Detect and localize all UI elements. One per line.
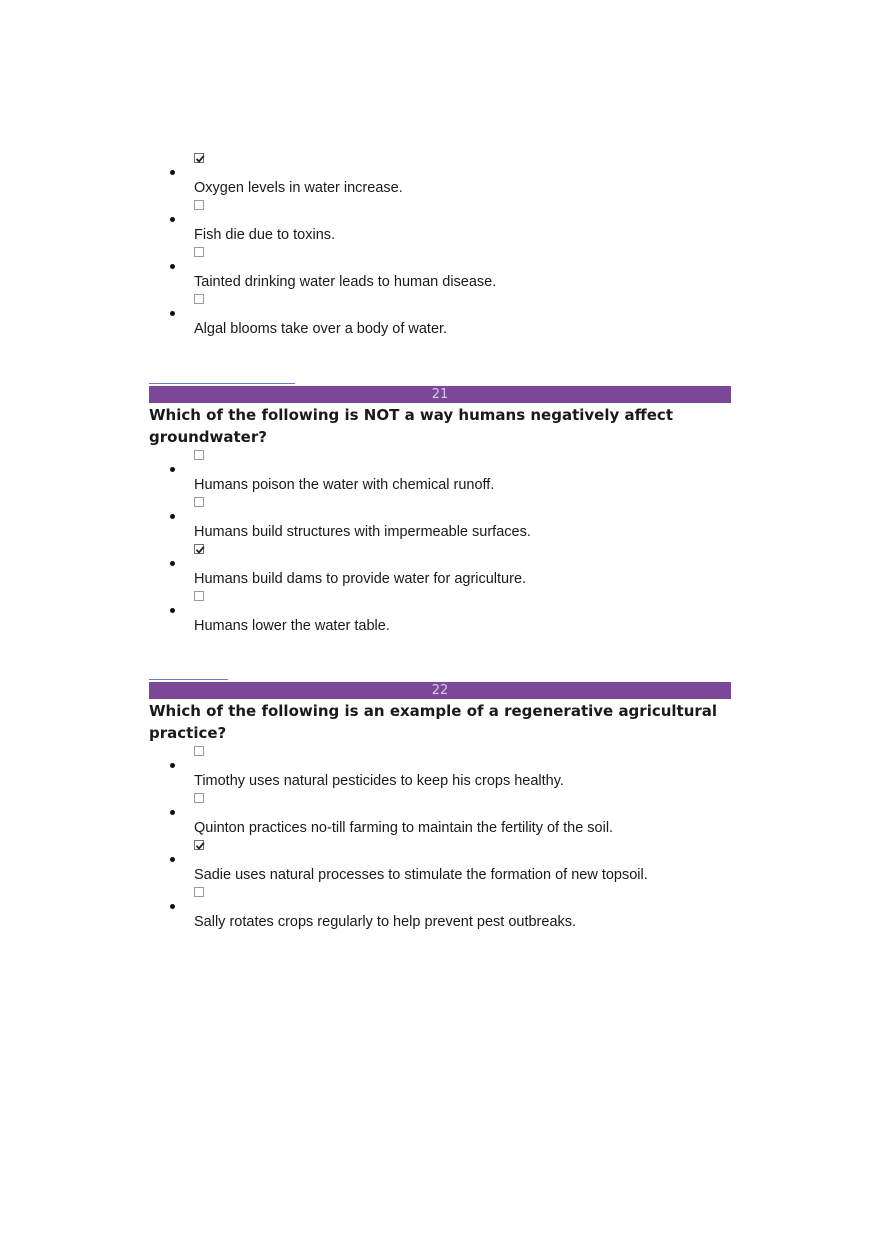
option-label: Sadie uses natural processes to stimulate the formation of new topsoil. — [194, 867, 648, 883]
question-number: 22 — [431, 683, 449, 698]
checkbox[interactable] — [194, 497, 204, 507]
bullet — [170, 857, 175, 862]
bullet — [170, 170, 175, 175]
option-item[interactable] — [0, 294, 880, 341]
option-item[interactable] — [0, 247, 880, 294]
checkbox[interactable] — [194, 450, 204, 460]
checkbox[interactable] — [194, 746, 204, 756]
question-20-options — [0, 153, 880, 341]
checkbox[interactable] — [194, 887, 204, 897]
bullet — [170, 217, 175, 222]
bullet — [170, 467, 175, 472]
checkbox[interactable] — [194, 591, 204, 601]
option-label: Sally rotates crops regularly to help prevent pest outbreaks. — [194, 914, 577, 930]
option-label: Quinton practices no-till farming to maintain the fertility of the soil. — [194, 820, 614, 836]
checkbox[interactable] — [194, 840, 204, 850]
option-item[interactable] — [0, 746, 880, 793]
question-text: Which of the following is NOT a way humans negatively affect groundwater? — [149, 406, 673, 446]
bullet — [170, 763, 175, 768]
option-item[interactable] — [0, 200, 880, 247]
checkbox[interactable] — [194, 294, 204, 304]
question-22-options — [0, 746, 880, 934]
option-label: Oxygen levels in water increase. — [194, 180, 403, 196]
question-number: 21 — [431, 387, 449, 402]
checkbox[interactable] — [194, 153, 204, 163]
question-number-bar — [149, 386, 731, 403]
bullet — [170, 561, 175, 566]
checkbox[interactable] — [194, 793, 204, 803]
option-label: Humans poison the water with chemical runoff. — [194, 477, 495, 493]
divider-line — [149, 383, 295, 384]
bullet — [170, 514, 175, 519]
bullet — [170, 311, 175, 316]
checkbox[interactable] — [194, 544, 204, 554]
option-label: Tainted drinking water leads to human disease. — [194, 274, 497, 290]
option-item[interactable] — [0, 544, 880, 591]
check-icon — [195, 154, 205, 164]
check-icon — [195, 545, 205, 555]
option-label: Algal blooms take over a body of water. — [194, 321, 448, 337]
option-item[interactable] — [0, 497, 880, 544]
option-list — [0, 450, 880, 638]
option-item[interactable] — [0, 793, 880, 840]
question-number-bar — [149, 682, 731, 699]
bullet — [170, 264, 175, 269]
option-list — [0, 153, 880, 341]
checkbox[interactable] — [194, 200, 204, 210]
option-item[interactable] — [0, 153, 880, 200]
option-label: Timothy uses natural pesticides to keep his crops healthy. — [194, 773, 564, 789]
check-icon — [195, 841, 205, 851]
option-item[interactable] — [0, 591, 880, 638]
bullet — [170, 810, 175, 815]
option-list — [0, 746, 880, 934]
question-text: Which of the following is an example of a regenerative agricultural practice? — [149, 702, 718, 742]
checkbox[interactable] — [194, 247, 204, 257]
option-label: Humans build structures with impermeable surfaces. — [194, 524, 531, 540]
question-21-options — [0, 450, 880, 638]
divider-line — [149, 679, 228, 680]
bullet — [170, 608, 175, 613]
option-item[interactable] — [0, 887, 880, 934]
option-label: Humans lower the water table. — [194, 618, 390, 634]
option-label: Fish die due to toxins. — [194, 227, 336, 243]
option-item[interactable] — [0, 840, 880, 887]
option-label: Humans build dams to provide water for agriculture. — [194, 571, 527, 587]
bullet — [170, 904, 175, 909]
option-item[interactable] — [0, 450, 880, 497]
